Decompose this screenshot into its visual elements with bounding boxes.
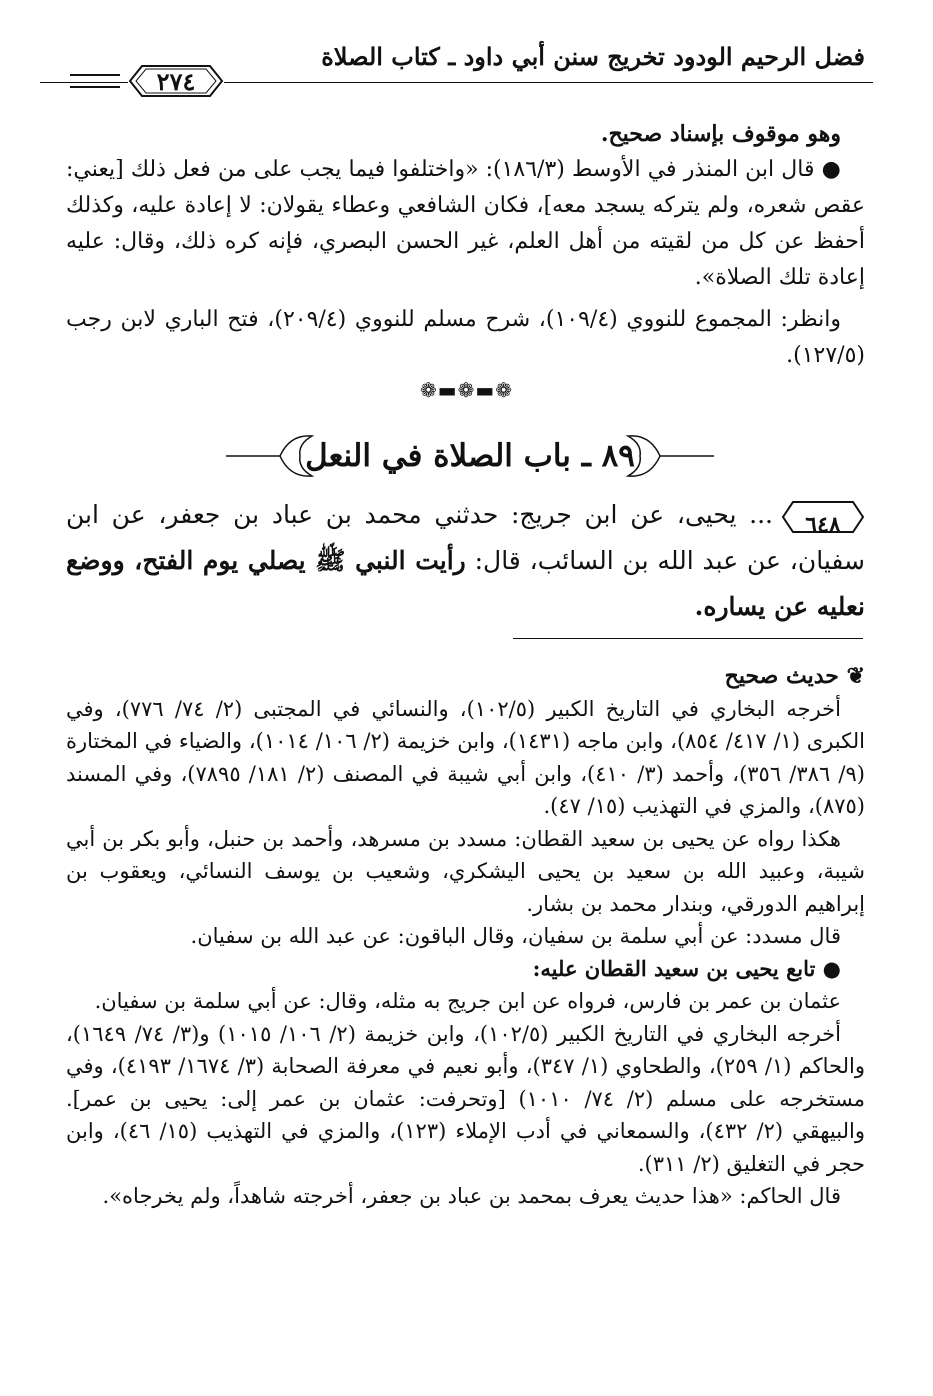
header-double-line	[70, 74, 120, 88]
top-paragraph-2: ● قال ابن المنذر في الأوسط (١٨٦/٣): «واختلفوا فيما يجب على من فعل ذلك [يعني: عقص شعره، ولم يتركه يسجد معه]، فكان الشافعي وعطاء يقولان: لا إعادة عليه، وكذلك أحفظ عن كل من لقيته من أهل العلم، غير الحسن البصري، فإنه كره ذلك، وقال: عليه إعادة تلك الصلاة».	[66, 157, 865, 290]
commentary-paragraph-7: قال الحاكم: «هذا حديث يعرف بمحمد بن عباد بن جعفر، أخرجته شاهداً، ولم يخرجاه».	[102, 1184, 841, 1208]
commentary-heading	[66, 660, 865, 693]
hadith-text	[66, 492, 865, 630]
commentary-paragraph-2: هكذا رواه عن يحيى بن سعيد القطان: مسدد بن مسرهد، وأحمد بن حنبل، وأبو بكر بن أبي شيبة، وعبيد الله بن سعيد بن يحيى اليشكري، وشعيب بن يوسف النسائي، ويعقوب بن إبراهيم الدورقي، وبندار محمد بن بشار.	[66, 826, 865, 916]
ornament-divider: ❁▬❁▬❁	[419, 378, 514, 402]
commentary-section	[66, 660, 865, 1213]
commentary-heading-text: حديث صحيح	[724, 663, 839, 689]
page-number-badge	[128, 64, 224, 98]
top-paragraph-1: وهو موقوف بإسناد صحيح.	[600, 121, 841, 147]
top-paragraph-3: وانظر: المجموع للنووي (١٠٩/٤)، شرح مسلم للنووي (٢٠٩/٤)، فتح الباري لابن رجب (١٢٧/٥).	[66, 307, 865, 368]
commentary-paragraph-4: ● تابع يحيى بن سعيد القطان عليه:	[532, 955, 841, 981]
page-number: ٢٧٤	[156, 66, 196, 96]
commentary-paragraph-1: أخرجه البخاري في التاريخ الكبير (١٠٢/٥)، والنسائي في المجتبى (٢/ ٧٤/ ٧٧٦)، وفي الكبرى (١/ ٤١٧/ ٨٥٤)، وابن ماجه (١٤٣١)، وابن خزيمة (٢/ ١٠٦/ ١٠١٤)، والضياء في المختارة (٩/ ٣٨٦/ ٣٥٦)، وأحمد (٣/ ٤١٠)، وابن أبي شيبة في المصنف (٢/ ١٨١/ ٧٨٩٥)، وفي المسند (٨٧٥)، والمزي في التهذيب (١٥/ ٤٧).	[66, 696, 865, 818]
commentary-paragraph-3: قال مسدد: عن أبي سلمة بن سفيان، وقال الباقون: عن عبد الله بن سفيان.	[190, 924, 841, 948]
top-section	[66, 116, 865, 374]
section-divider	[513, 638, 863, 639]
bookmark-icon: ❦	[838, 663, 865, 689]
hadith-chain: ... يحيى، عن ابن جريج: حدثني محمد بن عباد بن جعفر، عن ابن سفيان، عن عبد الله بن السائب، قال:	[66, 500, 865, 575]
header-title: فضل الرحيم الودود تخريج سنن أبي داود ـ كتاب الصلاة	[321, 42, 865, 71]
commentary-paragraph-5: عثمان بن عمر بن فارس، فرواه عن ابن جريج به مثله، وقال: عن أبي سلمة بن سفيان.	[94, 989, 841, 1013]
running-header	[40, 36, 873, 96]
hadith-matn: رأيت النبي ﷺ يصلي يوم الفتح، ووضع نعليه عن يساره.	[66, 546, 865, 621]
chapter-title: ٨٩ ـ باب الصلاة في النعل	[305, 438, 635, 474]
hadith-number-badge	[781, 500, 865, 538]
chapter-heading	[220, 428, 720, 484]
hadith-block	[66, 492, 865, 630]
hadith-number: ٦٤٨	[805, 511, 841, 538]
commentary-paragraph-6: أخرجه البخاري في التاريخ الكبير (١٠٢/٥)، وابن خزيمة (٢/ ١٠٦/ ١٠١٥) و(٣/ ٧٤/ ١٦٤٩)، والحاكم (١/ ٢٥٩)، والطحاوي (١/ ٣٤٧)، وأبو نعيم في معرفة الصحابة (٣/ ١٦٧٤/ ٤١٩٣)، وفي مستخرجه على مسلم (٢/ ٧٤/ ١٠١٠) [وتحرفت: عثمان بن عمر إلى: يحيى بن عمر]. والبيهقي (٢/ ٤٣٢)، والسمعاني في أدب الإملاء (١٢٣)، والمزي في التهذيب (١٥/ ٤٦)، وابن حجر في التغليق (٢/ ٣١١).	[66, 1021, 865, 1176]
